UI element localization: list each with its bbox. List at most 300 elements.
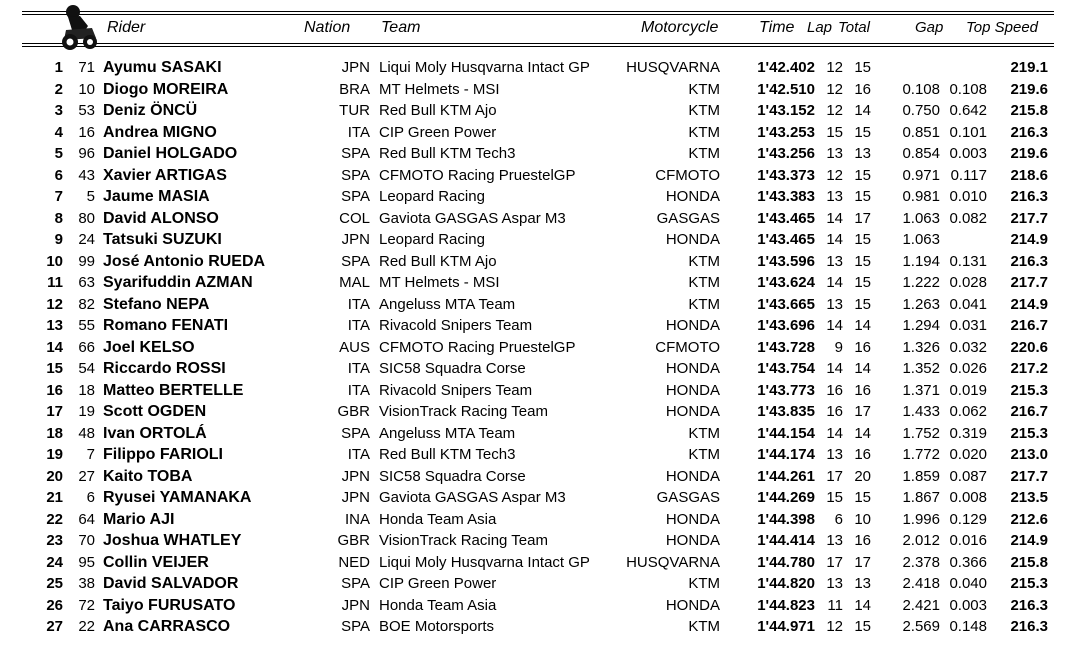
table-row [0, 595, 1076, 617]
lap-time: 1'42.402 [757, 59, 815, 76]
total-laps: 16 [854, 532, 871, 549]
rider-name: Deniz ÖNCÜ [103, 102, 198, 119]
top-speed: 217.7 [1010, 274, 1048, 291]
rider-number: 16 [78, 123, 95, 141]
table-row [0, 57, 1076, 79]
rider-name: Romano FENATI [103, 317, 229, 334]
motorcycle: HONDA [665, 532, 720, 549]
lap-time: 1'43.754 [757, 360, 815, 377]
nation: GBR [337, 403, 370, 420]
gap-to-previous: 0.032 [949, 338, 987, 356]
lap: 13 [826, 532, 843, 549]
gap-to-previous: 0.087 [949, 467, 987, 485]
gap-to-previous: 0.028 [949, 274, 987, 291]
lap-time: 1'43.465 [757, 231, 815, 248]
lap-time: 1'43.728 [757, 338, 815, 356]
nation: ITA [347, 317, 370, 334]
rider-number: 27 [78, 467, 95, 485]
rider-number: 96 [78, 145, 95, 162]
motorcycle: CFMOTO [655, 338, 720, 356]
motorcycle: HONDA [665, 510, 720, 528]
total-laps: 16 [854, 80, 871, 98]
gap-to-first: 1.222 [902, 274, 940, 291]
gap-to-previous: 0.003 [949, 145, 987, 162]
team-name: Rivacold Snipers Team [379, 317, 533, 334]
total-laps: 14 [854, 596, 871, 614]
gap-to-previous: 0.003 [949, 596, 987, 614]
gap-to-first: 0.981 [902, 188, 940, 205]
top-speed: 219.6 [1010, 145, 1048, 162]
header-top-rule-2 [22, 14, 1054, 15]
motorcycle: KTM [688, 145, 720, 162]
top-speed: 220.6 [1010, 338, 1048, 356]
gap-to-first: 0.750 [902, 102, 940, 119]
nation: ITA [347, 360, 370, 377]
team-name: Honda Team Asia [379, 510, 497, 528]
team-name: BOE Motorsports [379, 618, 495, 635]
table-row [0, 509, 1076, 531]
gap-to-previous: 0.008 [949, 489, 987, 506]
rider-name: Jaume MASIA [103, 188, 210, 205]
total-laps: 15 [854, 618, 871, 635]
rider-name: David SALVADOR [103, 575, 239, 592]
gap-to-first: 1.294 [902, 317, 940, 334]
top-speed: 217.7 [1010, 467, 1048, 485]
gap-to-previous: 0.020 [949, 446, 987, 463]
total-laps: 17 [854, 553, 871, 571]
rider-number: 82 [78, 295, 95, 313]
total-laps: 16 [854, 338, 871, 356]
total-laps: 13 [854, 145, 871, 162]
gap-to-first: 2.569 [902, 618, 940, 635]
lap: 13 [826, 295, 843, 313]
rider-number: 48 [78, 424, 95, 442]
total-laps: 15 [854, 123, 871, 141]
rider-name: David ALONSO [103, 209, 219, 227]
lap-time: 1'44.820 [757, 575, 815, 592]
total-laps: 17 [854, 209, 871, 227]
position: 21 [46, 489, 63, 506]
motorcycle: HONDA [665, 596, 720, 614]
table-row [0, 423, 1076, 445]
motorcycle: KTM [688, 274, 720, 291]
position: 15 [46, 360, 63, 377]
gap-to-previous: 0.148 [949, 618, 987, 635]
motorcycle: HONDA [665, 467, 720, 485]
top-speed: 219.6 [1010, 80, 1048, 98]
position: 12 [46, 295, 63, 313]
motorcycle: HONDA [665, 360, 720, 377]
lap: 14 [826, 424, 843, 442]
lap-time: 1'42.510 [757, 80, 815, 98]
rider-number: 7 [86, 446, 95, 463]
rider-number: 10 [78, 80, 95, 98]
total-laps: 15 [854, 489, 871, 506]
rider-name: Mario AJI [103, 510, 175, 528]
lap: 12 [826, 166, 843, 184]
lap-time: 1'43.835 [757, 403, 815, 420]
position: 18 [46, 424, 63, 442]
top-speed: 215.3 [1010, 575, 1048, 592]
lap: 9 [834, 338, 843, 356]
nation: SPA [341, 166, 370, 184]
team-name: Liqui Moly Husqvarna Intact GP [379, 59, 590, 76]
total-laps: 15 [854, 252, 871, 270]
rider-name: Diogo MOREIRA [103, 80, 229, 98]
gap-to-previous: 0.117 [950, 166, 987, 184]
total-laps: 15 [854, 166, 871, 184]
nation: SPA [341, 252, 370, 270]
nation: SPA [341, 618, 370, 635]
total-laps: 16 [854, 381, 871, 399]
nation: JPN [341, 231, 370, 248]
table-row [0, 251, 1076, 273]
rider-number: 99 [78, 252, 95, 270]
table-row [0, 358, 1076, 380]
nation: ITA [347, 295, 370, 313]
table-row [0, 530, 1076, 552]
rider-name: Xavier ARTIGAS [103, 166, 227, 184]
position: 23 [46, 532, 63, 549]
rider-name: Tatsuki SUZUKI [103, 231, 222, 248]
lap: 17 [826, 467, 843, 485]
gap-to-previous: 0.366 [949, 553, 987, 571]
rider-number: 63 [78, 274, 95, 291]
rider-name: Daniel HOLGADO [103, 145, 238, 162]
top-speed: 216.3 [1010, 123, 1048, 141]
rider-number: 53 [78, 102, 95, 119]
header-team: Team [381, 19, 421, 36]
gap-to-previous: 0.319 [949, 424, 987, 442]
header-bottom-rule-2 [22, 46, 1054, 47]
position: 9 [54, 231, 63, 248]
rider-number: 22 [78, 618, 95, 635]
nation: INA [344, 510, 370, 528]
team-name: VisionTrack Racing Team [379, 532, 548, 549]
table-row [0, 79, 1076, 101]
top-speed: 214.9 [1010, 295, 1048, 313]
lap-time: 1'43.596 [757, 252, 815, 270]
motorcycle-rider-icon [58, 2, 100, 52]
table-row [0, 466, 1076, 488]
team-name: CFMOTO Racing PruestelGP [379, 166, 576, 184]
position: 20 [46, 467, 63, 485]
table-row [0, 122, 1076, 144]
gap-to-previous: 0.019 [949, 381, 987, 399]
team-name: CIP Green Power [379, 123, 497, 141]
nation: SPA [341, 188, 370, 205]
position: 5 [54, 145, 63, 162]
table-row [0, 337, 1076, 359]
gap-to-previous: 0.131 [949, 252, 987, 270]
lap-time: 1'43.665 [757, 295, 815, 313]
position: 26 [46, 596, 63, 614]
lap: 6 [834, 510, 843, 528]
lap: 14 [826, 360, 843, 377]
position: 17 [46, 403, 63, 420]
table-row [0, 573, 1076, 595]
team-name: Leopard Racing [379, 231, 485, 248]
gap-to-previous: 0.129 [949, 510, 987, 528]
rider-name: Riccardo ROSSI [103, 360, 226, 377]
gap-to-first: 1.352 [902, 360, 940, 377]
position: 16 [46, 381, 63, 399]
rider-name: Syarifuddin AZMAN [103, 274, 253, 291]
lap-time: 1'44.414 [757, 532, 815, 549]
nation: JPN [341, 467, 370, 485]
gap-to-first: 1.996 [902, 510, 940, 528]
top-speed: 216.3 [1010, 188, 1048, 205]
motorcycle: HUSQVARNA [626, 553, 720, 571]
nation: JPN [341, 59, 370, 76]
motorcycle: HONDA [665, 403, 720, 420]
table-row [0, 444, 1076, 466]
lap: 15 [826, 489, 843, 506]
team-name: Gaviota GASGAS Aspar M3 [379, 209, 566, 227]
rider-name: Andrea MIGNO [103, 123, 217, 141]
table-row [0, 229, 1076, 251]
lap-time: 1'44.261 [757, 467, 815, 485]
motorcycle: KTM [688, 618, 720, 635]
rider-name: Matteo BERTELLE [103, 381, 244, 399]
position: 10 [46, 252, 63, 270]
lap: 11 [827, 596, 843, 614]
header-lap: Lap [807, 19, 833, 36]
top-speed: 217.7 [1010, 209, 1048, 227]
top-speed: 219.1 [1010, 59, 1048, 76]
header-total: Total [838, 19, 870, 36]
top-speed: 215.3 [1010, 424, 1048, 442]
position: 11 [47, 274, 63, 291]
table-row [0, 100, 1076, 122]
rider-name: Ryusei YAMANAKA [103, 489, 252, 506]
top-speed: 216.3 [1010, 596, 1048, 614]
header-top-rule-1 [22, 11, 1054, 12]
team-name: CFMOTO Racing PruestelGP [379, 338, 576, 356]
motorcycle: HONDA [665, 381, 720, 399]
rider-number: 66 [78, 338, 95, 356]
rider-name: Stefano NEPA [103, 295, 210, 313]
nation: ITA [347, 446, 370, 463]
team-name: Red Bull KTM Ajo [379, 102, 497, 119]
top-speed: 215.8 [1010, 553, 1048, 571]
team-name: Gaviota GASGAS Aspar M3 [379, 489, 566, 506]
motorcycle: KTM [688, 102, 720, 119]
position: 14 [46, 338, 63, 356]
motorcycle: KTM [688, 446, 720, 463]
top-speed: 213.0 [1010, 446, 1048, 463]
lap-time: 1'44.971 [757, 618, 815, 635]
rider-number: 19 [78, 403, 95, 420]
position: 25 [46, 575, 63, 592]
nation: SPA [341, 575, 370, 592]
nation: ITA [347, 123, 370, 141]
nation: ITA [347, 381, 370, 399]
motorcycle: KTM [688, 80, 720, 98]
header-time: Time [759, 19, 795, 36]
nation: COL [339, 209, 370, 227]
motorcycle: HONDA [665, 317, 720, 334]
gap-to-previous: 0.082 [949, 209, 987, 227]
total-laps: 20 [854, 467, 871, 485]
rider-number: 72 [78, 596, 95, 614]
gap-to-first: 2.418 [902, 575, 940, 592]
nation: NED [338, 553, 370, 571]
lap: 13 [826, 446, 843, 463]
motorcycle: KTM [688, 424, 720, 442]
position: 22 [46, 510, 63, 528]
total-laps: 14 [854, 360, 871, 377]
table-row [0, 401, 1076, 423]
total-laps: 15 [854, 59, 871, 76]
position: 6 [54, 166, 63, 184]
gap-to-first: 2.378 [902, 553, 940, 571]
rider-number: 18 [78, 381, 95, 399]
nation: GBR [337, 532, 370, 549]
top-speed: 217.2 [1010, 360, 1048, 377]
gap-to-first: 1.752 [902, 424, 940, 442]
rider-number: 6 [86, 489, 95, 506]
rider-number: 55 [78, 317, 95, 334]
total-laps: 14 [854, 424, 871, 442]
rider-name: Collin VEIJER [103, 553, 209, 571]
lap: 12 [826, 618, 843, 635]
rider-name: Taiyo FURUSATO [103, 596, 236, 614]
gap-to-previous: 0.062 [949, 403, 987, 420]
motorcycle: KTM [688, 123, 720, 141]
lap: 12 [826, 102, 843, 119]
gap-to-first: 2.421 [902, 596, 940, 614]
team-name: Angeluss MTA Team [379, 424, 516, 442]
position: 4 [54, 123, 63, 141]
header-motorcycle: Motorcycle [641, 19, 719, 36]
nation: SPA [341, 424, 370, 442]
total-laps: 10 [854, 510, 871, 528]
total-laps: 13 [854, 575, 871, 592]
motorcycle: KTM [688, 295, 720, 313]
gap-to-previous: 0.101 [949, 123, 987, 141]
rider-number: 43 [78, 166, 95, 184]
table-row [0, 186, 1076, 208]
lap: 13 [826, 252, 843, 270]
nation: TUR [339, 102, 370, 119]
nation: SPA [341, 145, 370, 162]
header-rider: Rider [107, 19, 146, 36]
total-laps: 15 [854, 188, 871, 205]
gap-to-first: 0.854 [902, 145, 940, 162]
total-laps: 16 [854, 446, 871, 463]
lap: 14 [826, 209, 843, 227]
lap-time: 1'44.780 [757, 553, 815, 571]
table-row [0, 208, 1076, 230]
rider-name: Scott OGDEN [103, 403, 207, 420]
rider-name: José Antonio RUEDA [103, 252, 266, 270]
header-gap: Gap [915, 19, 944, 36]
table-row [0, 165, 1076, 187]
rider-number: 24 [78, 231, 95, 248]
table-row [0, 143, 1076, 165]
gap-to-first: 1.063 [902, 231, 940, 248]
lap-time: 1'43.696 [757, 317, 815, 334]
team-name: Red Bull KTM Ajo [379, 252, 497, 270]
gap-to-previous: 0.108 [949, 80, 987, 98]
team-name: Liqui Moly Husqvarna Intact GP [379, 553, 590, 571]
results-table [0, 57, 1076, 638]
team-name: Honda Team Asia [379, 596, 497, 614]
gap-to-first: 1.371 [902, 381, 940, 399]
lap: 14 [826, 231, 843, 248]
top-speed: 214.9 [1010, 532, 1048, 549]
gap-to-first: 2.012 [902, 532, 940, 549]
top-speed: 212.6 [1010, 510, 1048, 528]
motorcycle: KTM [688, 575, 720, 592]
motorcycle: KTM [688, 252, 720, 270]
motorcycle: GASGAS [656, 209, 720, 227]
position: 27 [46, 618, 63, 635]
lap: 13 [826, 188, 843, 205]
position: 8 [54, 209, 63, 227]
nation: JPN [341, 489, 370, 506]
gap-to-previous: 0.041 [949, 295, 987, 313]
table-row [0, 315, 1076, 337]
lap-time: 1'43.256 [757, 145, 815, 162]
top-speed: 215.3 [1010, 381, 1048, 399]
position: 7 [54, 188, 63, 205]
rider-name: Ana CARRASCO [103, 618, 231, 635]
rider-number: 70 [78, 532, 95, 549]
team-name: Red Bull KTM Tech3 [379, 446, 516, 463]
lap-time: 1'43.253 [757, 123, 815, 141]
gap-to-previous: 0.031 [949, 317, 987, 334]
nation: JPN [341, 596, 370, 614]
gap-to-previous: 0.040 [949, 575, 987, 592]
nation: BRA [339, 80, 370, 98]
top-speed: 216.3 [1010, 252, 1048, 270]
gap-to-first: 1.772 [902, 446, 940, 463]
gap-to-first: 0.851 [902, 123, 940, 141]
rider-name: Joel KELSO [103, 338, 195, 356]
lap-time: 1'43.373 [757, 166, 815, 184]
header-bottom-rule-1 [22, 43, 1054, 44]
total-laps: 14 [854, 102, 871, 119]
lap: 17 [826, 553, 843, 571]
team-name: Rivacold Snipers Team [379, 381, 533, 399]
lap: 12 [826, 59, 843, 76]
rider-name: Ayumu SASAKI [103, 59, 222, 76]
top-speed: 215.8 [1010, 102, 1048, 119]
motorcycle: HUSQVARNA [626, 59, 720, 76]
table-row [0, 294, 1076, 316]
table-row [0, 487, 1076, 509]
position: 1 [54, 59, 63, 76]
rider-name: Joshua WHATLEY [103, 532, 242, 549]
rider-number: 64 [78, 510, 95, 528]
position: 2 [54, 80, 63, 98]
team-name: Leopard Racing [379, 188, 485, 205]
lap-time: 1'43.773 [757, 381, 815, 399]
gap-to-previous: 0.010 [949, 188, 987, 205]
rider-number: 95 [78, 553, 95, 571]
position: 3 [54, 102, 63, 119]
total-laps: 15 [854, 231, 871, 248]
motorcycle: HONDA [665, 231, 720, 248]
gap-to-previous: 0.026 [949, 360, 987, 377]
team-name: SIC58 Squadra Corse [379, 360, 526, 377]
gap-to-first: 1.867 [902, 489, 940, 506]
header-top-speed: Top Speed [966, 19, 1039, 36]
top-speed: 216.7 [1010, 403, 1048, 420]
position: 24 [46, 553, 63, 571]
